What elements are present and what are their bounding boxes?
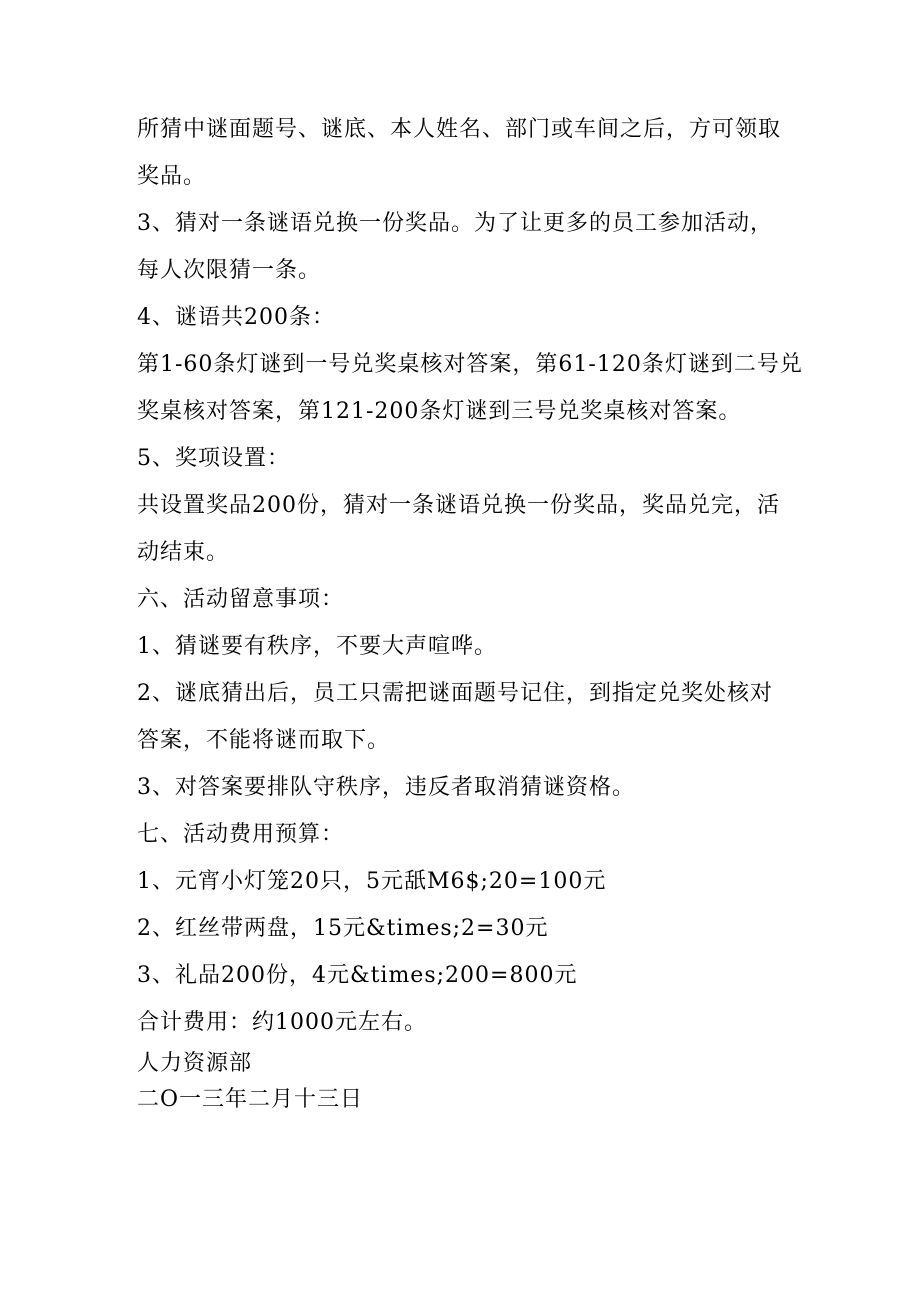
body-line: 奖品。 [137, 164, 207, 189]
body-line: 答案，不能将谜而取下。 [137, 728, 391, 753]
budget-item-3: 3、礼品200份，4元&times;200=800元 [137, 963, 578, 988]
rule-item-4: 4、谜语共200条： [137, 305, 335, 330]
notes-item-1: 1、猜谜要有秩序，不要大声喧哗。 [137, 634, 497, 659]
body-line: 奖桌核对答案，第121-200条灯谜到三号兑奖桌核对答案。 [137, 399, 742, 424]
section-heading-budget: 七、活动费用预算： [137, 822, 345, 847]
body-line: 第1-60条灯谜到一号兑奖桌核对答案，第61-120条灯谜到二号兑 [137, 352, 803, 377]
body-line: 每人次限猜一条。 [137, 258, 322, 283]
body-line: 动结束。 [137, 540, 230, 565]
budget-item-2: 2、红丝带两盘，15元&times;2=30元 [137, 916, 549, 941]
signature-date: 二O一三年二月十三日 [137, 1087, 364, 1112]
signature-department: 人力资源部 [137, 1051, 253, 1076]
budget-total: 合计费用：约1000元左右。 [137, 1010, 427, 1035]
notes-item-3: 3、对答案要排队守秩序，违反者取消猜谜资格。 [137, 775, 635, 800]
rule-item-5: 5、奖项设置： [137, 446, 290, 471]
rule-item-3: 3、猜对一条谜语兑换一份奖品。为了让更多的员工参加活动， [137, 211, 773, 236]
body-line: 所猜中谜面题号、谜底、本人姓名、部门或车间之后，方可领取 [137, 117, 782, 142]
section-heading-notes: 六、活动留意事项： [137, 587, 345, 612]
budget-item-1: 1、元宵小灯笼20只，5元舐M6$;20=100元 [137, 869, 607, 894]
notes-item-2: 2、谜底猜出后，员工只需把谜面题号记住，到指定兑奖处核对 [137, 681, 773, 706]
body-line: 共设置奖品200份，猜对一条谜语兑换一份奖品，奖品兑完，活 [137, 493, 780, 518]
document-body [137, 106, 803, 1118]
